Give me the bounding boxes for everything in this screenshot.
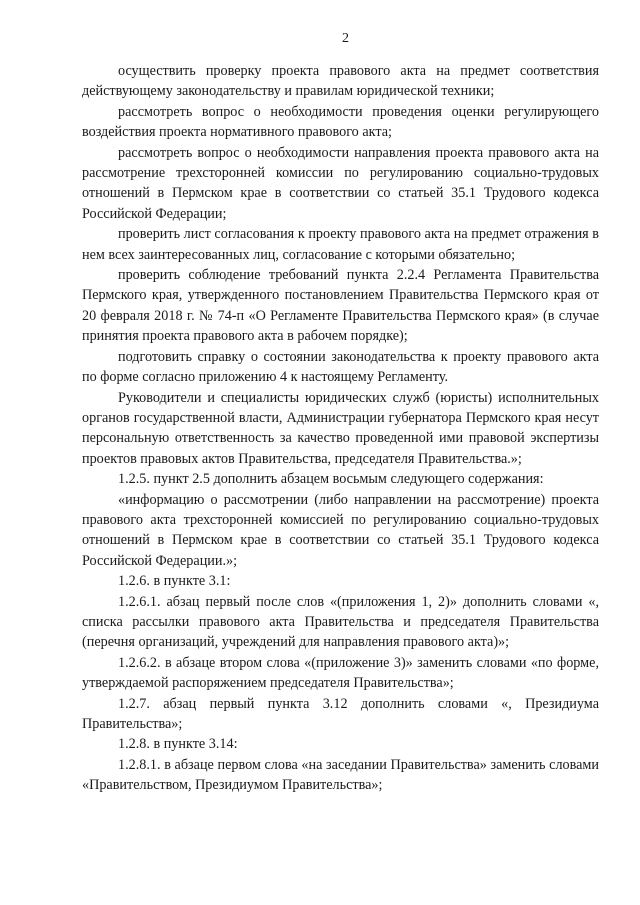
paragraph-information-quote: «информацию о рассмотрении (либо направлении на рассмотрение) проекта правового акта трехсторонней комиссией по регулированию социально-трудовых отношений в Пермском крае в соответствии со статьей 35.1 Трудового кодекса Российской Федерации.»; bbox=[82, 491, 599, 569]
paragraph-1-2-8-1: 1.2.8.1. в абзаце первом слова «на заседании Правительства» заменить словами «Правительством, Президиумом Правительства»; bbox=[82, 756, 599, 794]
document-body bbox=[82, 61, 599, 796]
paragraph-check-requirements: проверить соблюдение требований пункта 2.2.4 Регламента Правительства Пермского края, утвержденного постановлением Правительства Пермского края от 20 февраля 2018 г. № 74-п «О Регламенте Правительства Пермского края» (в случае принятия проекта правового акта в рабочем порядке); bbox=[82, 267, 599, 345]
paragraph-legislation-certificate: подготовить справку о состоянии законодательства к проекту правового акта по форме согласно приложению 4 к настоящему Регламенту. bbox=[82, 348, 599, 386]
paragraph-approval-sheet: проверить лист согласования к проекту правового акта на предмет отражения в нем всех заинтересованных лиц, согласование с которыми обязательно; bbox=[82, 226, 599, 263]
paragraph-1-2-8: 1.2.8. в пункте 3.14: bbox=[118, 736, 238, 753]
paragraph-1-2-6: 1.2.6. в пункте 3.1: bbox=[118, 573, 231, 590]
page-number: 2 bbox=[342, 31, 349, 46]
paragraph-tripartite-commission: рассмотреть вопрос о необходимости направления проекта правового акта на рассмотрение трехсторонней комиссии по регулированию социально-трудовых отношений в Пермском крае в соответствии со статьей 35.1 Трудового кодекса Российской Федерации; bbox=[82, 144, 599, 222]
paragraph-check-legal-act: осуществить проверку проекта правового акта на предмет соответствия действующему законодательству и правилам юридической техники; bbox=[82, 63, 599, 100]
paragraph-1-2-5: 1.2.5. пункт 2.5 дополнить абзацем восьмым следующего содержания: bbox=[118, 471, 544, 488]
paragraph-1-2-6-2: 1.2.6.2. в абзаце втором слова «(приложение 3)» заменить словами «по форме, утверждаемой распоряжением председателя Правительства»; bbox=[82, 654, 599, 692]
paragraph-1-2-6-1: 1.2.6.1. абзац первый после слов «(приложения 1, 2)» дополнить словами «, списка рассылки правового акта Правительства и председателя Правительства (перечня организаций, учреждений для направления правового акта)»; bbox=[82, 593, 599, 651]
paragraph-1-2-7: 1.2.7. абзац первый пункта 3.12 дополнить словами «, Президиума Правительства»; bbox=[82, 695, 599, 732]
paragraph-regulatory-impact: рассмотреть вопрос о необходимости проведения оценки регулирующего воздействия проекта нормативного правового акта; bbox=[82, 103, 599, 141]
paragraph-responsibility: Руководители и специалисты юридических служб (юристы) исполнительных органов государственной власти, Администрации губернатора Пермского края несут персональную ответственность за качество проведенной ими правовой экспертизы проектов правовых актов Правительства, председателя Правительства.»; bbox=[82, 389, 599, 467]
